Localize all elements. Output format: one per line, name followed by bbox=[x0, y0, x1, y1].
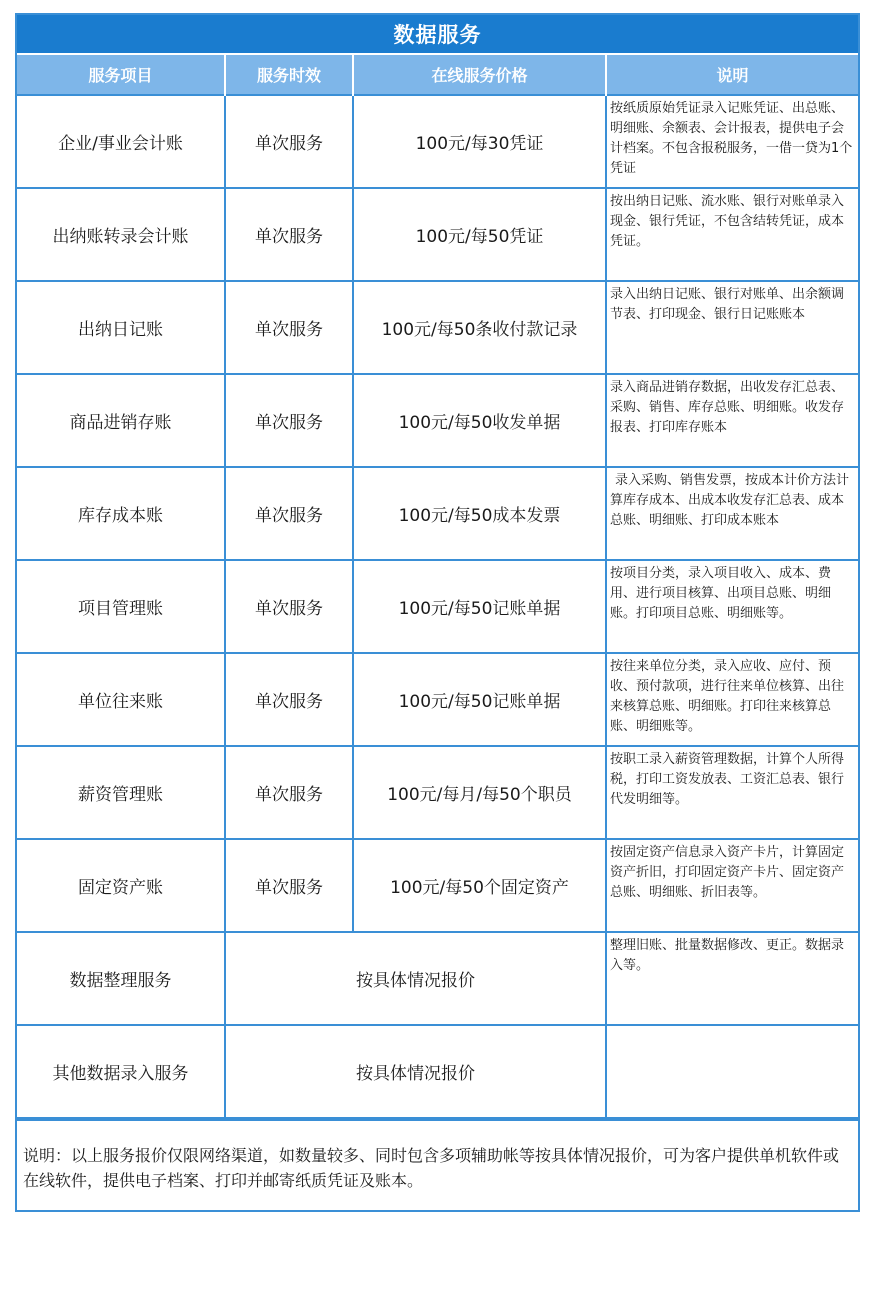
table-row bbox=[17, 839, 858, 932]
service-price-cell: 100元/每月/每50个职员 bbox=[353, 746, 606, 839]
service-price-cell: 100元/每50记账单据 bbox=[353, 653, 606, 746]
service-description-cell: 按职工录入薪资管理数据，计算个人所得税，打印工资发放表、工资汇总表、银行代发明细等。 bbox=[606, 746, 858, 839]
column-header-price: 在线服务价格 bbox=[353, 54, 606, 95]
service-price-cell: 100元/每50个固定资产 bbox=[353, 839, 606, 932]
table-row-merged bbox=[17, 932, 858, 1025]
service-price-merged-cell: 按具体情况报价 bbox=[225, 932, 606, 1025]
service-item-cell: 企业/事业会计账 bbox=[17, 95, 225, 188]
service-timing-cell: 单次服务 bbox=[225, 839, 353, 932]
service-timing-cell: 单次服务 bbox=[225, 374, 353, 467]
column-header-description: 说明 bbox=[606, 54, 858, 95]
table-row bbox=[17, 467, 858, 560]
service-description-cell: 整理旧账、批量数据修改、更正。数据录入等。 bbox=[606, 932, 858, 1025]
service-price-cell: 100元/每30凭证 bbox=[353, 95, 606, 188]
table-row bbox=[17, 95, 858, 188]
service-item-cell: 商品进销存账 bbox=[17, 374, 225, 467]
service-price-table bbox=[17, 53, 858, 1119]
service-price-cell: 100元/每50记账单据 bbox=[353, 560, 606, 653]
service-timing-cell: 单次服务 bbox=[225, 560, 353, 653]
service-description-cell: 按往来单位分类，录入应收、应付、预收、预付款项，进行往来单位核算、出往来核算总账、明细账。打印往来核算总账、明细账等。 bbox=[606, 653, 858, 746]
table-row bbox=[17, 653, 858, 746]
column-header-timing: 服务时效 bbox=[225, 54, 353, 95]
service-item-cell: 项目管理账 bbox=[17, 560, 225, 653]
table-row bbox=[17, 374, 858, 467]
service-description-cell: 录入商品进销存数据，出收发存汇总表、采购、销售、库存总账、明细账。收发存报表、打印库存账本 bbox=[606, 374, 858, 467]
page-title: 数据服务 bbox=[17, 15, 858, 53]
service-description-cell: 按固定资产信息录入资产卡片，计算固定资产折旧，打印固定资产卡片、固定资产总账、明细账、折旧表等。 bbox=[606, 839, 858, 932]
service-item-cell: 薪资管理账 bbox=[17, 746, 225, 839]
service-timing-cell: 单次服务 bbox=[225, 95, 353, 188]
table-row bbox=[17, 560, 858, 653]
column-header-item: 服务项目 bbox=[17, 54, 225, 95]
service-timing-cell: 单次服务 bbox=[225, 281, 353, 374]
table-row bbox=[17, 188, 858, 281]
table-row-merged bbox=[17, 1025, 858, 1118]
service-description-cell: 按出纳日记账、流水账、银行对账单录入现金、银行凭证，不包含结转凭证，成本凭证。 bbox=[606, 188, 858, 281]
service-description-cell: 按项目分类，录入项目收入、成本、费用、进行项目核算、出项目总账、明细账。打印项目总账、明细账等。 bbox=[606, 560, 858, 653]
service-timing-cell: 单次服务 bbox=[225, 746, 353, 839]
service-item-cell: 出纳日记账 bbox=[17, 281, 225, 374]
table-row bbox=[17, 746, 858, 839]
data-service-price-sheet bbox=[15, 13, 860, 1212]
service-item-cell: 出纳账转录会计账 bbox=[17, 188, 225, 281]
table-row bbox=[17, 281, 858, 374]
service-price-merged-cell: 按具体情况报价 bbox=[225, 1025, 606, 1118]
service-timing-cell: 单次服务 bbox=[225, 188, 353, 281]
service-description-cell: 录入采购、销售发票，按成本计价方法计算库存成本、出成本收发存汇总表、成本总账、明细账、打印成本账本 bbox=[606, 467, 858, 560]
service-description-cell: 录入出纳日记账、银行对账单、出余额调节表、打印现金、银行日记账账本 bbox=[606, 281, 858, 374]
service-description-cell bbox=[606, 1025, 858, 1118]
service-item-cell: 固定资产账 bbox=[17, 839, 225, 932]
service-item-cell: 库存成本账 bbox=[17, 467, 225, 560]
service-price-cell: 100元/每50成本发票 bbox=[353, 467, 606, 560]
service-price-cell: 100元/每50凭证 bbox=[353, 188, 606, 281]
service-timing-cell: 单次服务 bbox=[225, 467, 353, 560]
table-header-row bbox=[17, 54, 858, 95]
service-item-cell: 单位往来账 bbox=[17, 653, 225, 746]
service-price-cell: 100元/每50条收付款记录 bbox=[353, 281, 606, 374]
service-description-cell: 按纸质原始凭证录入记账凭证、出总账、明细账、余额表、会计报表，提供电子会计档案。不包含报税服务，一借一贷为1个凭证 bbox=[606, 95, 858, 188]
service-item-cell: 数据整理服务 bbox=[17, 932, 225, 1025]
service-item-cell: 其他数据录入服务 bbox=[17, 1025, 225, 1118]
footer-note: 说明：以上服务报价仅限网络渠道，如数量较多、同时包含多项辅助帐等按具体情况报价，可为客户提供单机软件或在线软件，提供电子档案、打印并邮寄纸质凭证及账本。 bbox=[17, 1119, 858, 1210]
service-timing-cell: 单次服务 bbox=[225, 653, 353, 746]
service-price-cell: 100元/每50收发单据 bbox=[353, 374, 606, 467]
